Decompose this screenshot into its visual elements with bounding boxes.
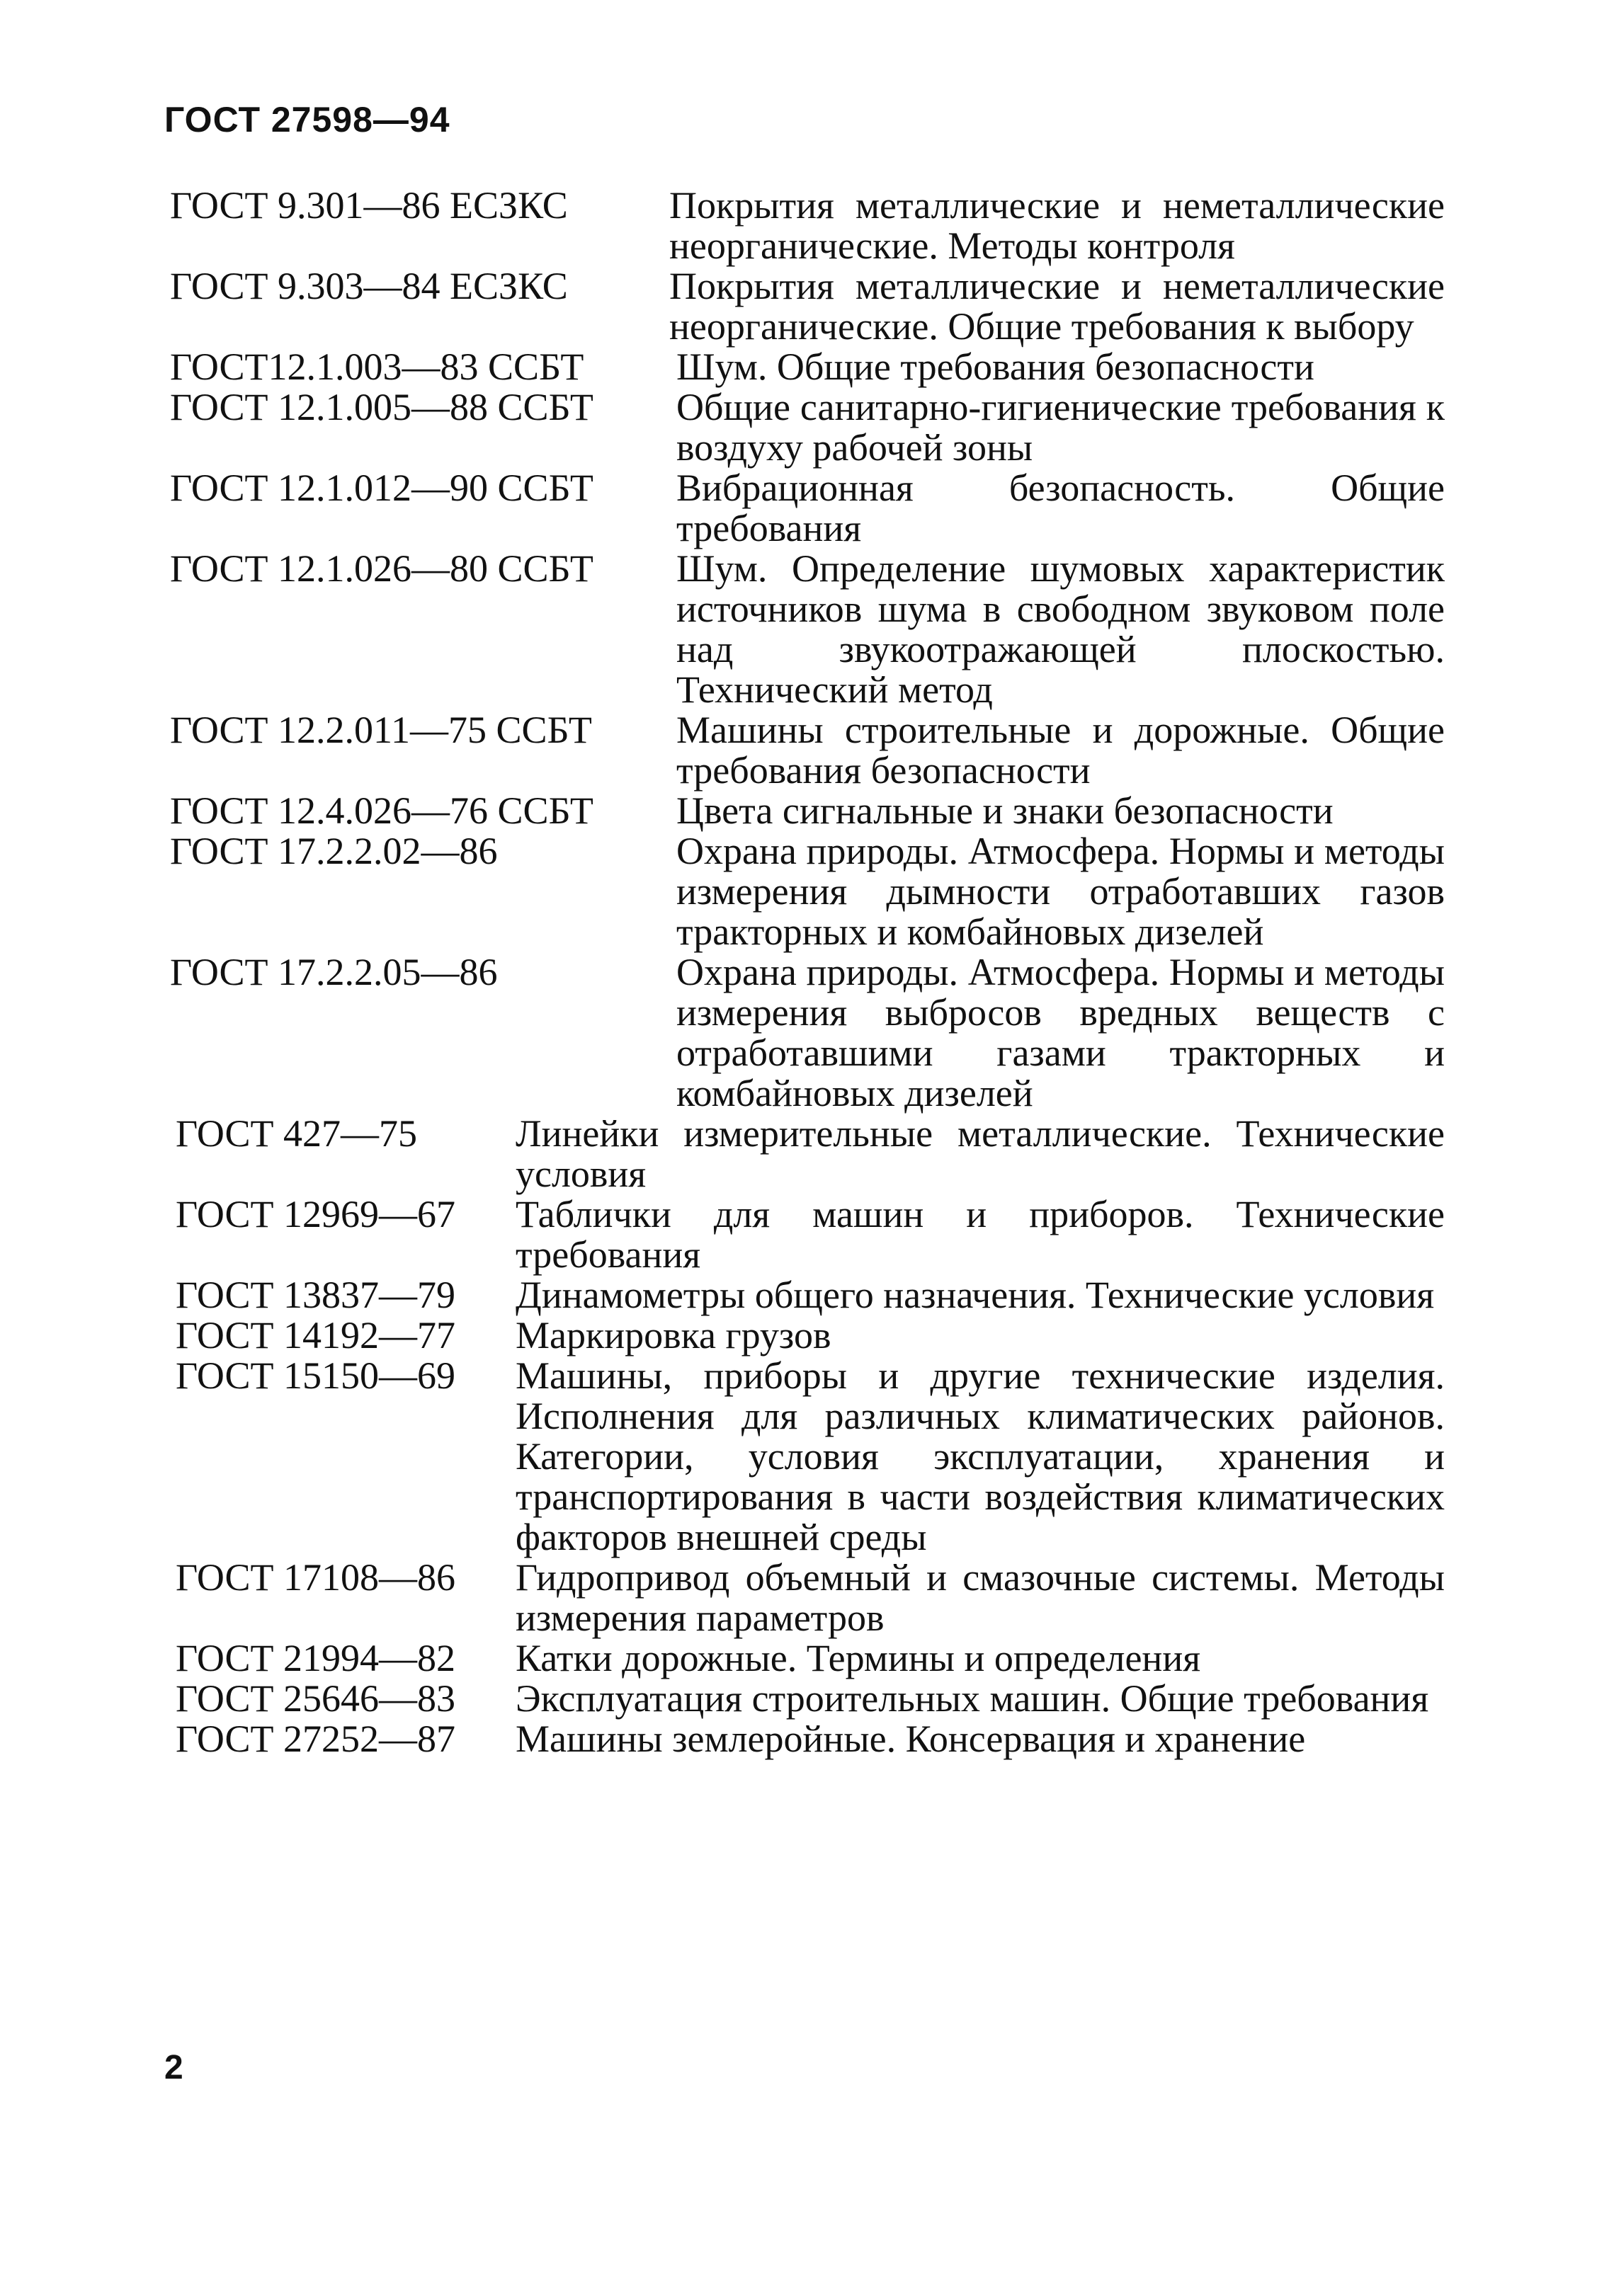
reference-code: ГОСТ 12.1.005—88 ССБТ	[170, 386, 593, 428]
reference-entry	[170, 185, 1445, 266]
reference-entry	[170, 347, 1445, 387]
reference-code: ГОСТ12.1.003—83 ССБТ	[170, 345, 584, 388]
reference-code: ГОСТ 25646—83	[176, 1677, 456, 1720]
reference-code: ГОСТ 9.301—86 ЕСЗКС	[170, 184, 568, 227]
reference-title: Охрана природы. Атмосфера. Нормы и методы измерения выбросов вредных веществ с отработавшими газами тракторных и комбайновых дизелей	[676, 951, 1445, 1114]
reference-code: ГОСТ 9.303—84 ЕСЗКС	[170, 265, 568, 307]
reference-entry	[170, 831, 1445, 952]
reference-entry	[170, 549, 1445, 710]
reference-entry	[170, 387, 1445, 468]
reference-code: ГОСТ 12.2.011—75 ССБТ	[170, 709, 592, 751]
reference-code: ГОСТ 27252—87	[176, 1718, 456, 1760]
reference-title: Охрана природы. Атмосфера. Нормы и методы измерения дымности отработавших газов тракторных и комбайновых дизелей	[676, 830, 1445, 953]
reference-title: Покрытия металлические и неметаллические неорганические. Методы контроля	[669, 184, 1445, 267]
reference-title: Маркировка грузов	[516, 1314, 831, 1357]
reference-entry	[170, 791, 1445, 831]
reference-code: ГОСТ 12.1.012—90 ССБТ	[170, 467, 593, 509]
reference-entry	[170, 1275, 1445, 1315]
reference-code: ГОСТ 15150—69	[176, 1354, 456, 1397]
reference-list	[170, 185, 1445, 1759]
reference-code: ГОСТ 12.1.026—80 ССБТ	[170, 547, 593, 590]
reference-entry	[170, 1315, 1445, 1356]
reference-code: ГОСТ 427—75	[176, 1112, 418, 1155]
reference-title: Машины строительные и дорожные. Общие требования безопасности	[676, 709, 1445, 792]
reference-entry	[170, 710, 1445, 791]
reference-entry	[170, 1679, 1445, 1719]
reference-title: Цвета сигнальные и знаки безопасности	[676, 789, 1334, 832]
reference-code: ГОСТ 13837—79	[176, 1274, 456, 1316]
reference-code: ГОСТ 17.2.2.05—86	[170, 951, 498, 993]
reference-title: Катки дорожные. Термины и определения	[516, 1637, 1201, 1679]
reference-entry	[170, 468, 1445, 549]
reference-title: Машины землеройные. Консервация и хранение	[516, 1718, 1306, 1760]
reference-entry	[170, 1558, 1445, 1638]
reference-title: Динамометры общего назначения. Технические условия	[516, 1274, 1435, 1316]
page-header: ГОСТ 27598—94	[164, 100, 450, 139]
reference-title: Таблички для машин и приборов. Технические требования	[516, 1193, 1445, 1276]
reference-title: Эксплуатация строительных машин. Общие требования	[516, 1677, 1429, 1720]
reference-entry	[170, 1194, 1445, 1275]
reference-title: Шум. Определение шумовых характеристик источников шума в свободном звуковом поле над звукоотражающей плоскостью. Технический метод	[676, 547, 1445, 711]
reference-title: Гидропривод объемный и смазочные системы. Методы измерения параметров	[516, 1556, 1445, 1639]
reference-code: ГОСТ 12969—67	[176, 1193, 456, 1235]
page-number: 2	[164, 2049, 183, 2086]
reference-entry	[170, 1356, 1445, 1558]
reference-entry	[170, 1114, 1445, 1194]
reference-code: ГОСТ 17108—86	[176, 1556, 456, 1599]
reference-code: ГОСТ 14192—77	[176, 1314, 456, 1357]
reference-title: Общие санитарно-гигиенические требования к воздуху рабочей зоны	[676, 386, 1445, 469]
reference-title: Вибрационная безопасность. Общие требования	[676, 467, 1445, 549]
reference-entry	[170, 1719, 1445, 1759]
reference-entry	[170, 952, 1445, 1114]
reference-code: ГОСТ 17.2.2.02—86	[170, 830, 498, 872]
reference-title: Шум. Общие требования безопасности	[676, 345, 1314, 388]
reference-title: Покрытия металлические и неметаллические неорганические. Общие требования к выбору	[669, 265, 1445, 348]
reference-code: ГОСТ 12.4.026—76 ССБТ	[170, 789, 593, 832]
reference-title: Машины, приборы и другие технические изделия. Исполнения для различных климатических районов. Категории, условия эксплуатации, хранения и транспортирования в части воздействия климатических факторов внешней среды	[516, 1354, 1445, 1558]
reference-entry	[170, 1638, 1445, 1679]
reference-title: Линейки измерительные металлические. Технические условия	[516, 1112, 1445, 1195]
reference-code: ГОСТ 21994—82	[176, 1637, 456, 1679]
reference-entry	[170, 266, 1445, 347]
